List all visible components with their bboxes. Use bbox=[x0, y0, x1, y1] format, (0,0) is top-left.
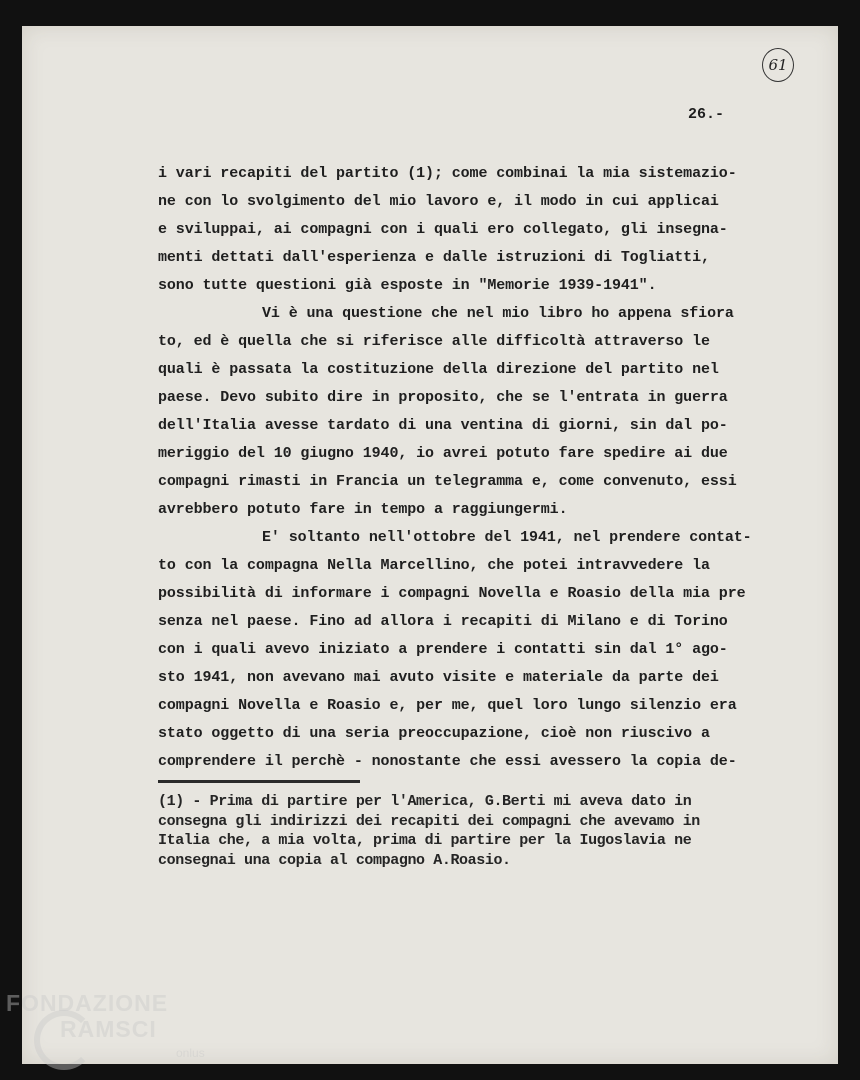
footnote-separator bbox=[158, 780, 360, 783]
text-line: comprendere il perchè - nonostante che essi avessero la copia de- bbox=[158, 753, 737, 770]
text-line: E' soltanto nell'ottobre del 1941, nel prendere contat- bbox=[262, 529, 752, 546]
page-number: 26.- bbox=[688, 106, 725, 123]
watermark-title: FONDAZIONE bbox=[6, 990, 169, 1016]
text-line: i vari recapiti del partito (1); come combinai la mia sistemazio- bbox=[158, 165, 737, 182]
footnote-line: (1) - Prima di partire per l'America, G.Berti mi aveva dato in bbox=[158, 793, 692, 810]
text-line: quali è passata la costituzione della direzione del partito nel bbox=[158, 361, 719, 378]
watermark-subtitle: RAMSCI bbox=[60, 1016, 157, 1042]
text-line: compagni Novella e Roasio e, per me, quel loro lungo silenzio era bbox=[158, 697, 737, 714]
body-text bbox=[158, 160, 798, 776]
text-line: dell'Italia avesse tardato di una ventina di giorni, sin dal po- bbox=[158, 417, 728, 434]
text-line: sono tutte questioni già esposte in "Memorie 1939-1941". bbox=[158, 277, 657, 294]
footnote bbox=[158, 792, 798, 870]
text-line: senza nel paese. Fino ad allora i recapiti di Milano e di Torino bbox=[158, 613, 728, 630]
text-line: meriggio del 10 giugno 1940, io avrei potuto fare spedire ai due bbox=[158, 445, 728, 462]
text-line: compagni rimasti in Francia un telegramma e, come convenuto, essi bbox=[158, 473, 737, 490]
archive-number-stamp: 61 bbox=[762, 48, 794, 82]
document-page bbox=[22, 26, 838, 1064]
fondazione-gramsci-watermark bbox=[0, 986, 230, 1080]
text-line: to, ed è quella che si riferisce alle difficoltà attraverso le bbox=[158, 333, 710, 350]
text-line: to con la compagna Nella Marcellino, che potei intravvedere la bbox=[158, 557, 710, 574]
text-line: possibilità di informare i compagni Novella e Roasio della mia pre bbox=[158, 585, 746, 602]
footnote-line: consegna gli indirizzi dei recapiti dei compagni che avevamo in bbox=[158, 812, 700, 830]
text-line: con i quali avevo iniziato a prendere i contatti sin dal 1° ago- bbox=[158, 641, 728, 658]
footnote-line: Italia che, a mia volta, prima di partire per la Iugoslavia ne bbox=[158, 832, 692, 849]
watermark-onlus: onlus bbox=[176, 1046, 205, 1060]
text-line: ne con lo svolgimento del mio lavoro e, il modo in cui applicai bbox=[158, 193, 719, 210]
text-line: paese. Devo subito dire in proposito, che se l'entrata in guerra bbox=[158, 389, 728, 406]
text-line: menti dettati dall'esperienza e dalle istruzioni di Togliatti, bbox=[158, 249, 710, 266]
footnote-line: consegnai una copia al compagno A.Roasio. bbox=[158, 851, 511, 869]
text-line: stato oggetto di una seria preoccupazione, cioè non riuscivo a bbox=[158, 725, 710, 742]
text-line: sto 1941, non avevano mai avuto visite e materiale da parte dei bbox=[158, 669, 719, 686]
text-line: e sviluppai, ai compagni con i quali ero collegato, gli insegna- bbox=[158, 221, 728, 238]
text-line: avrebbero potuto fare in tempo a raggiungermi. bbox=[158, 501, 568, 518]
text-line: Vi è una questione che nel mio libro ho appena sfiora bbox=[262, 305, 734, 322]
